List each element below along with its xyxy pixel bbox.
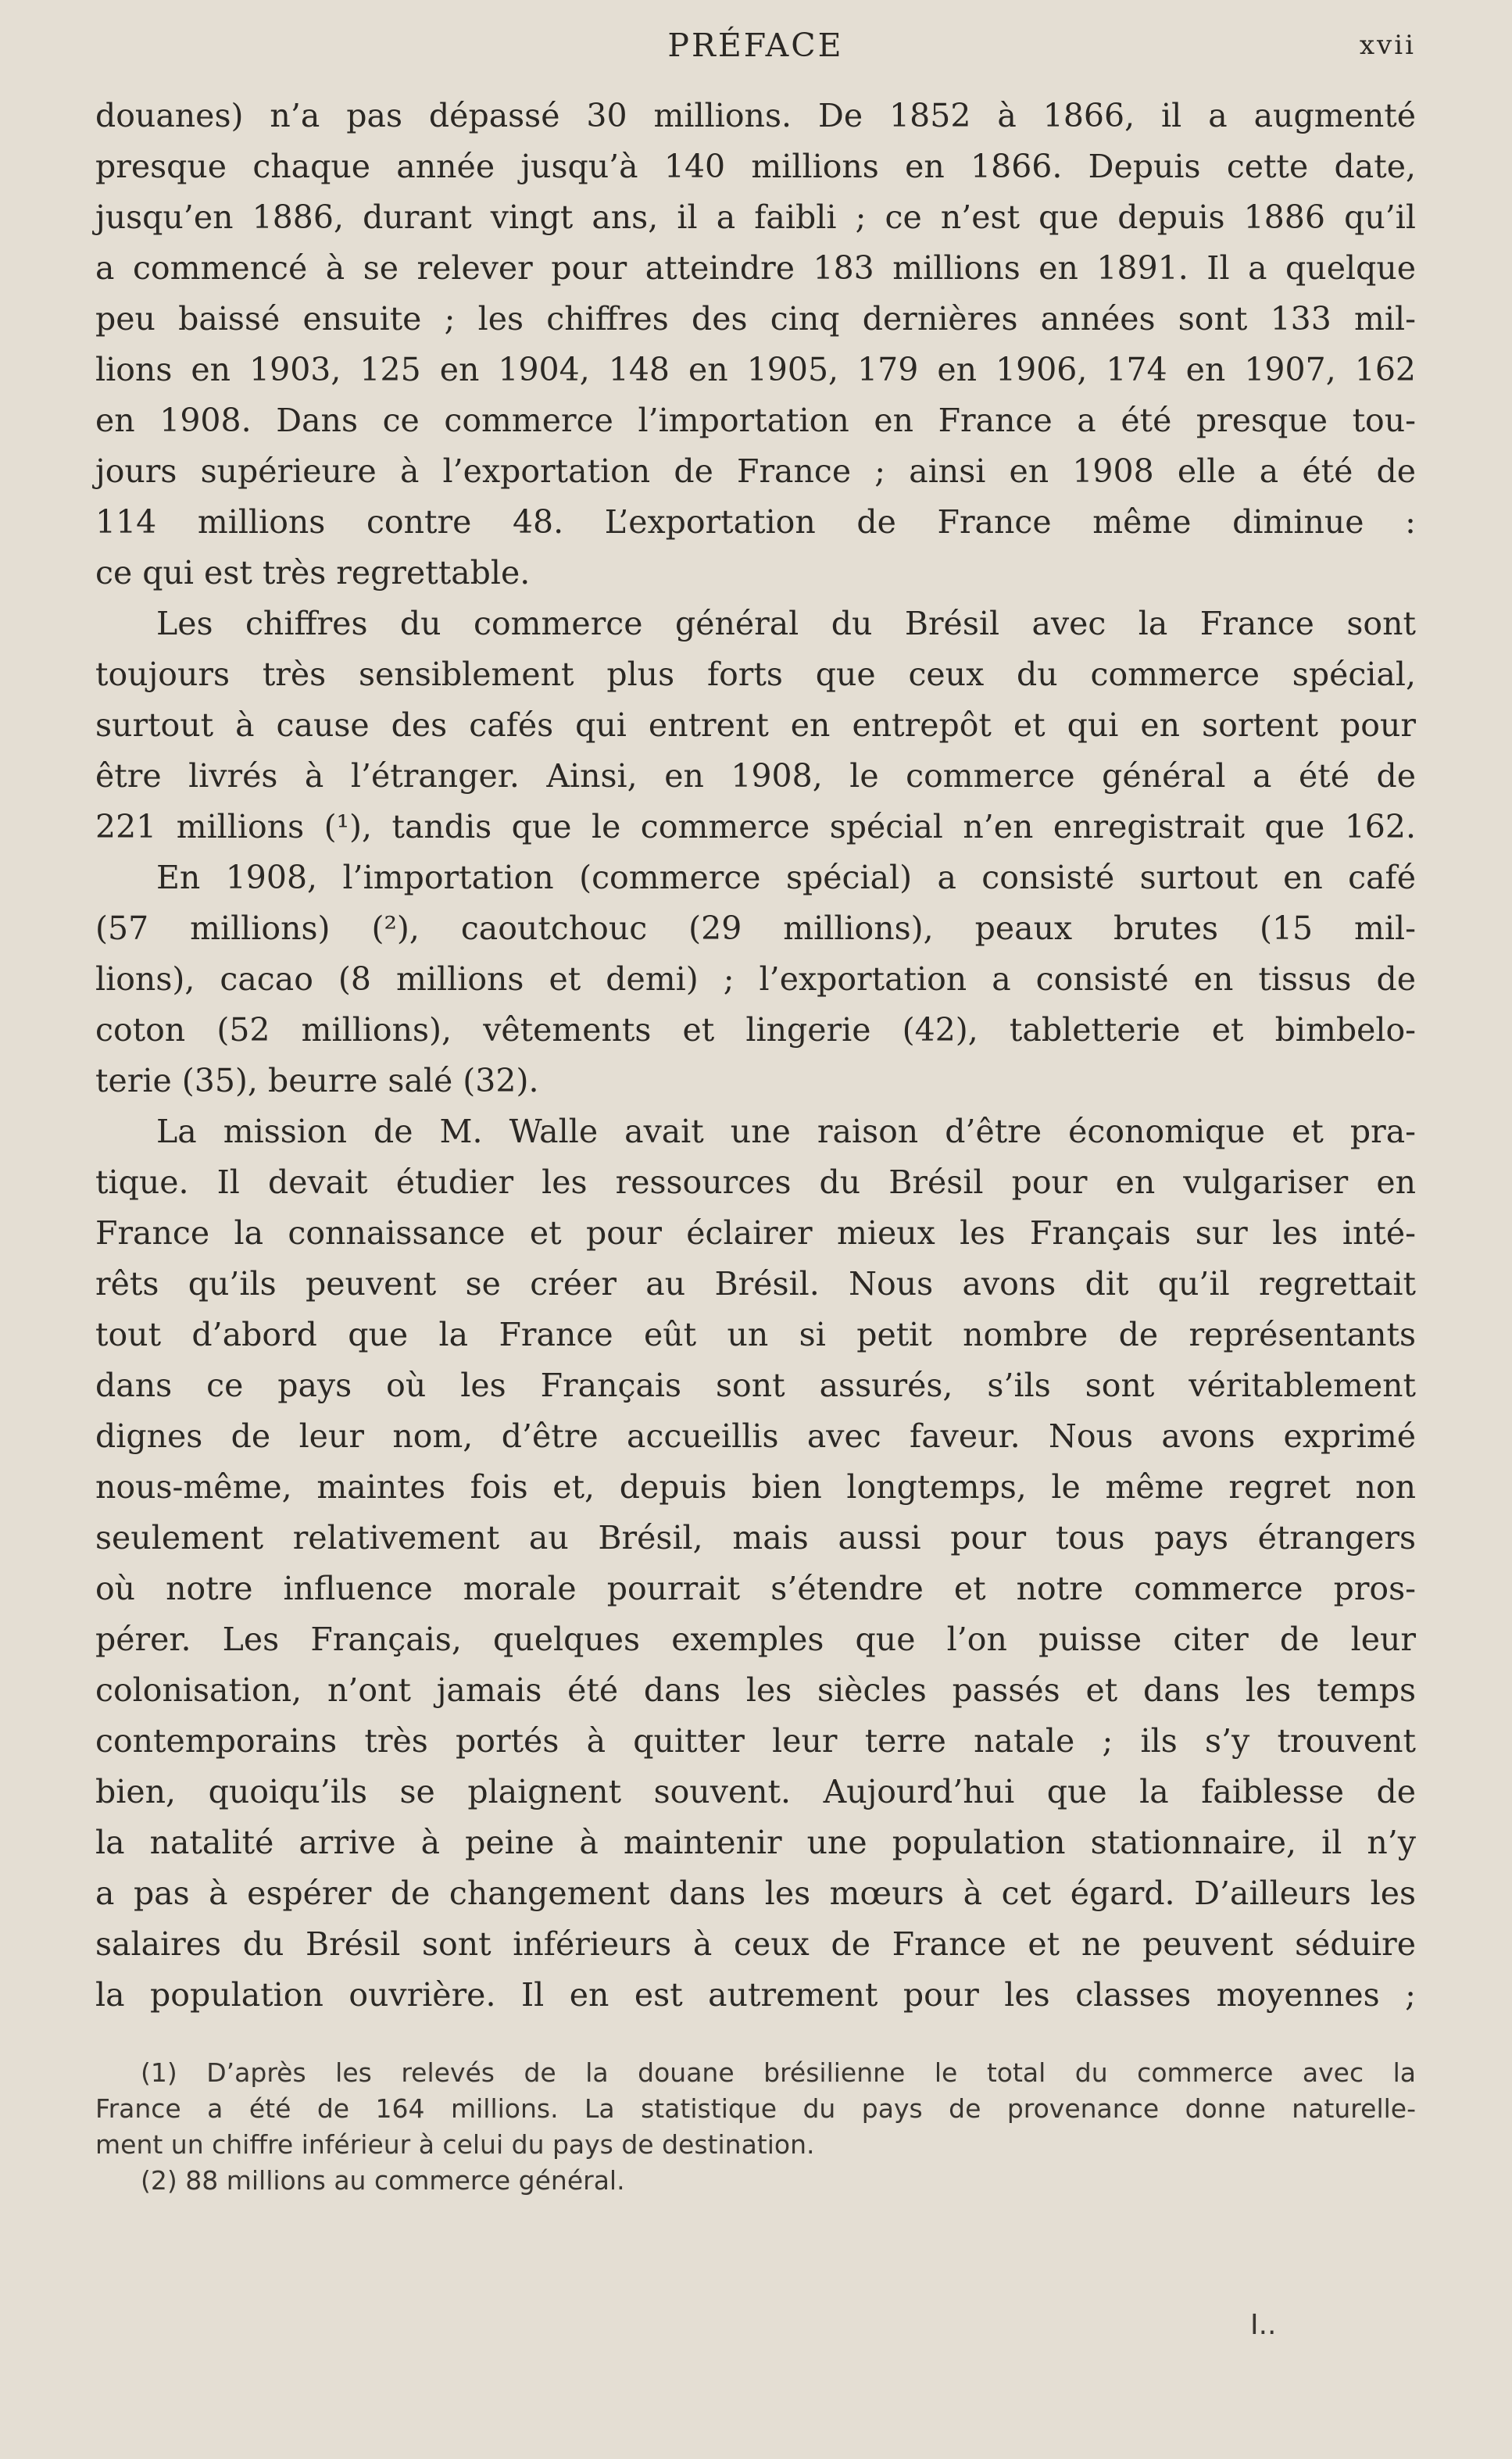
text-line: douanes) n’a pas dépassé 30 millions. De 1852 à 1866, il a augmenté: [95, 97, 1416, 134]
text-line: où notre influence morale pourrait s’étendre et notre commerce pros-: [95, 1570, 1416, 1607]
text-line: Les chiffres du commerce général du Brésil avec la France sont: [156, 605, 1416, 642]
footnote-line: (1) D’après les relevés de la douane brésilienne le total du commerce avec la: [141, 2057, 1416, 2088]
footnotes: [95, 2055, 1416, 2199]
text-line: presque chaque année jusqu’à 140 millions en 1866. Depuis cette date,: [95, 148, 1416, 185]
text-line: rêts qu’ils peuvent se créer au Brésil. Nous avons dit qu’il regrettait: [95, 1265, 1416, 1303]
footnote-line: (2) 88 millions au commerce général.: [141, 2165, 625, 2196]
text-line: surtout à cause des cafés qui entrent en entrepôt et qui en sortent pour: [95, 706, 1416, 744]
text-line: être livrés à l’étranger. Ainsi, en 1908, le commerce général a été de: [95, 757, 1416, 795]
signature-mark: I..: [1250, 2309, 1277, 2341]
running-title: PRÉFACE: [667, 27, 844, 64]
text-line: jusqu’en 1886, durant vingt ans, il a faibli ; ce n’est que depuis 1886 qu’il: [95, 198, 1416, 236]
text-line: jours supérieure à l’exportation de France ; ainsi en 1908 elle a été de: [95, 452, 1416, 490]
text-line: toujours très sensiblement plus forts que ceux du commerce spécial,: [95, 656, 1416, 693]
footnote-line: France a été de 164 millions. La statistique du pays de provenance donne naturelle-: [95, 2093, 1416, 2124]
text-line: nous-même, maintes fois et, depuis bien longtemps, le même regret non: [95, 1468, 1416, 1506]
text-line: bien, quoiqu’ils se plaignent souvent. Aujourd’hui que la faiblesse de: [95, 1773, 1416, 1810]
text-line: pérer. Les Français, quelques exemples que l’on puisse citer de leur: [95, 1621, 1416, 1658]
text-line: seulement relativement au Brésil, mais aussi pour tous pays étrangers: [95, 1519, 1416, 1557]
text-line: a commencé à se relever pour atteindre 183 millions en 1891. Il a quelque: [95, 249, 1416, 287]
text-line: peu baissé ensuite ; les chiffres des cinq dernières années sont 133 mil-: [95, 300, 1416, 338]
text-line: a pas à espérer de changement dans les mœurs à cet égard. D’ailleurs les: [95, 1875, 1416, 1912]
text-line: lions), cacao (8 millions et demi) ; l’exportation a consisté en tissus de: [95, 960, 1416, 998]
text-line: 114 millions contre 48. L’exportation de France même diminue :: [95, 503, 1416, 541]
text-line: 221 millions (¹), tandis que le commerce spécial n’en enregistrait que 162.: [95, 808, 1416, 845]
text-line: dignes de leur nom, d’être accueillis avec faveur. Nous avons exprimé: [95, 1417, 1416, 1455]
text-line: colonisation, n’ont jamais été dans les siècles passés et dans les temps: [95, 1671, 1416, 1709]
text-line: tique. Il devait étudier les ressources du Brésil pour en vulgariser en: [95, 1163, 1416, 1201]
text-line: la natalité arrive à peine à maintenir une population stationnaire, il n’y: [95, 1824, 1416, 1861]
text-line: En 1908, l’importation (commerce spécial) a consisté surtout en café: [156, 859, 1416, 896]
page-number: xvii: [1359, 30, 1416, 61]
text-line: coton (52 millions), vêtements et lingerie (42), tabletterie et bimbelo-: [95, 1011, 1416, 1049]
text-line: (57 millions) (²), caoutchouc (29 millions), peaux brutes (15 mil-: [95, 910, 1416, 947]
text-line: La mission de M. Walle avait une raison d’être économique et pra-: [156, 1113, 1416, 1150]
text-line: en 1908. Dans ce commerce l’importation en France a été presque tou-: [95, 402, 1416, 439]
text-line: contemporains très portés à quitter leur terre natale ; ils s’y trouvent: [95, 1722, 1416, 1760]
text-line: dans ce pays où les Français sont assurés, s’ils sont véritablement: [95, 1367, 1416, 1404]
running-head: [95, 23, 1416, 67]
text-line: tout d’abord que la France eût un si petit nombre de représentants: [95, 1316, 1416, 1353]
text-line: terie (35), beurre salé (32).: [95, 1062, 539, 1099]
text-line: salaires du Brésil sont inférieurs à ceux de France et ne peuvent séduire: [95, 1925, 1416, 1963]
text-line: la population ouvrière. Il en est autrement pour les classes moyennes ;: [95, 1976, 1416, 2014]
text-line: lions en 1903, 125 en 1904, 148 en 1905, 179 en 1906, 174 en 1907, 162: [95, 351, 1416, 388]
body-text: [95, 91, 1416, 2021]
text-line: ce qui est très regrettable.: [95, 554, 531, 592]
text-line: France la connaissance et pour éclairer mieux les Français sur les inté-: [95, 1214, 1416, 1252]
footnote-line: ment un chiffre inférieur à celui du pays de destination.: [95, 2129, 815, 2160]
